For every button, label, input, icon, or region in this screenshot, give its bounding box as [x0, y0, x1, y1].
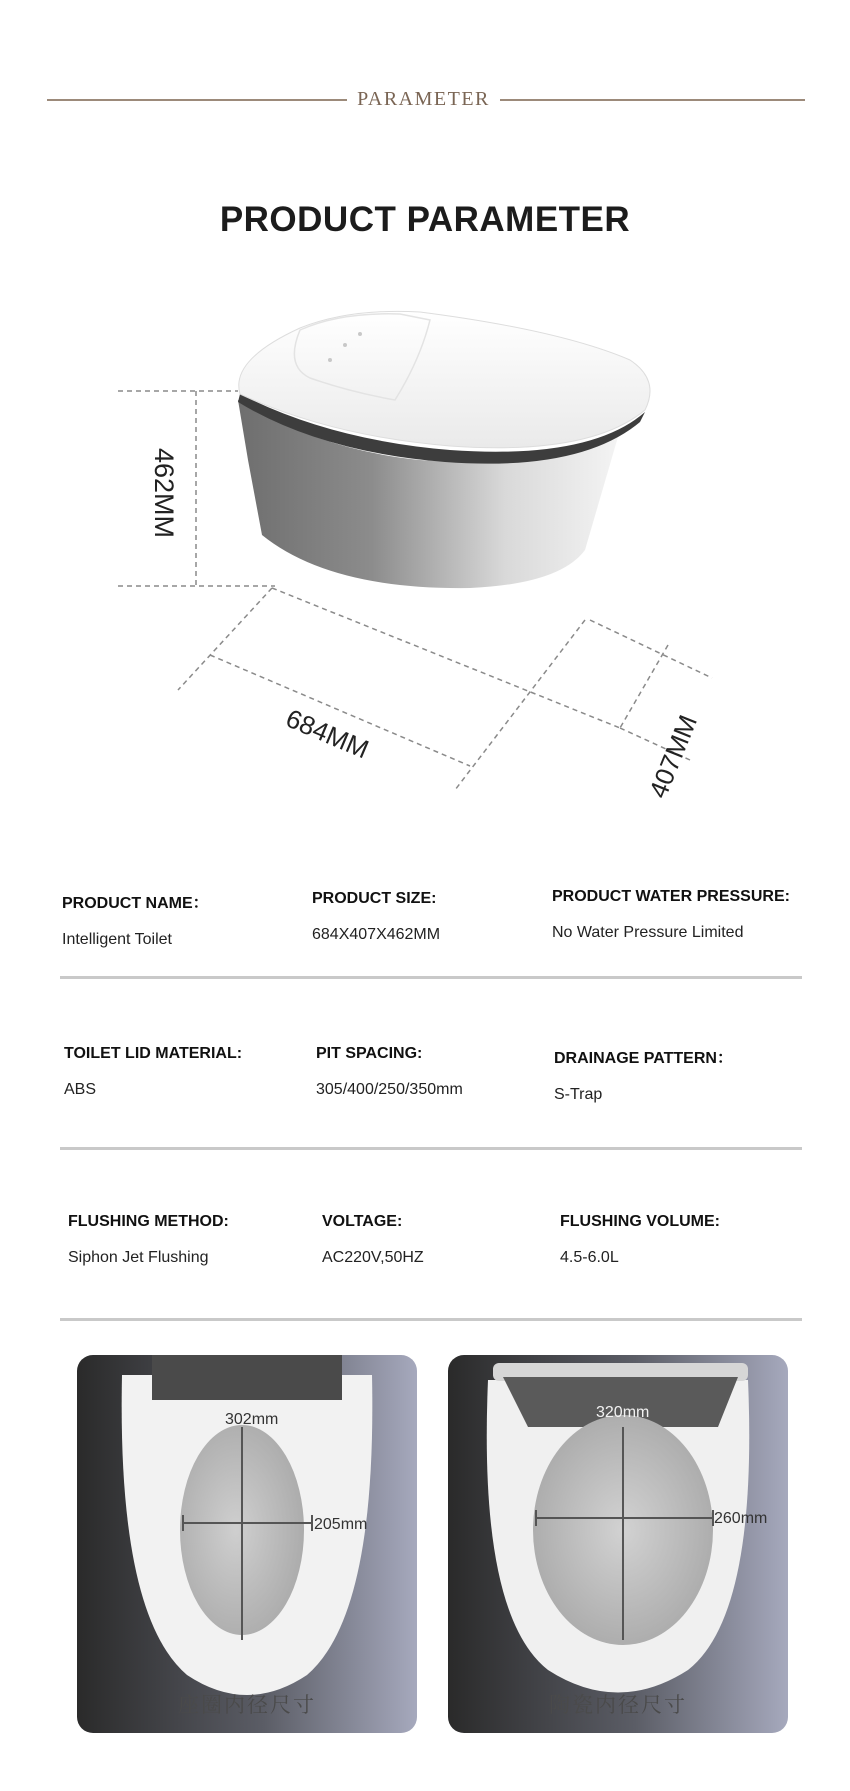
param-label: TOILET LID MATERIAL: — [64, 1045, 243, 1062]
param-water-pressure — [552, 888, 790, 942]
ceramic-top-dimension-label: 320mm — [596, 1404, 650, 1421]
header-rule-right — [500, 99, 805, 101]
param-drainage-pattern — [554, 1045, 733, 1104]
header-rule-left — [47, 99, 347, 101]
param-value: 305/400/250/350mm — [316, 1081, 463, 1098]
param-value: 684X407X462MM — [312, 926, 441, 943]
param-product-name — [62, 890, 209, 949]
param-label: PRODUCT SIZE: — [312, 890, 437, 907]
param-flushing-method — [68, 1213, 229, 1267]
param-label: PRODUCT WATER PRESSURE: — [552, 888, 790, 905]
page-title: PRODUCT PARAMETER — [219, 200, 631, 239]
param-label: PIT SPACING: — [316, 1045, 423, 1062]
param-label: DRAINAGE PATTERN： — [554, 1050, 733, 1067]
seat-top-dimension-label: 302mm — [225, 1411, 279, 1428]
param-label: FLUSHING VOLUME: — [560, 1213, 720, 1230]
seat-panel-caption: 座圈内径尺寸 — [178, 1693, 316, 1717]
param-value: Intelligent Toilet — [62, 931, 172, 948]
row-divider — [60, 1318, 802, 1321]
ceramic-side-dimension-label: 260mm — [714, 1510, 768, 1527]
row-divider — [60, 1147, 802, 1150]
param-value: No Water Pressure Limited — [552, 924, 744, 941]
param-product-size — [312, 890, 440, 944]
section-label: PARAMETER — [357, 88, 490, 110]
length-dimension-label: 684MM — [281, 702, 374, 765]
param-value: 4.5-6.0L — [560, 1249, 619, 1266]
param-voltage — [322, 1213, 424, 1267]
param-value: Siphon Jet Flushing — [68, 1249, 209, 1266]
param-value: S-Trap — [554, 1086, 603, 1103]
param-value: ABS — [64, 1081, 97, 1098]
param-lid-material — [64, 1045, 242, 1099]
product-dimension-illustration — [0, 300, 850, 860]
row-divider — [60, 976, 802, 979]
seat-ring-dimension-panel — [77, 1355, 417, 1733]
width-dimension-label: 407MM — [642, 710, 704, 803]
param-flushing-volume — [560, 1213, 720, 1267]
height-dimension-label: 462MM — [149, 448, 179, 539]
param-pit-spacing — [316, 1045, 463, 1099]
param-value: AC220V,50HZ — [322, 1249, 424, 1266]
ceramic-dimension-panel — [448, 1355, 788, 1733]
param-label: PRODUCT NAME： — [62, 895, 209, 912]
param-label: FLUSHING METHOD: — [68, 1213, 229, 1230]
ceramic-panel-caption: 陶瓷内径尺寸 — [549, 1693, 687, 1717]
seat-side-dimension-label: 205mm — [314, 1516, 368, 1533]
param-label: VOLTAGE: — [322, 1213, 403, 1230]
